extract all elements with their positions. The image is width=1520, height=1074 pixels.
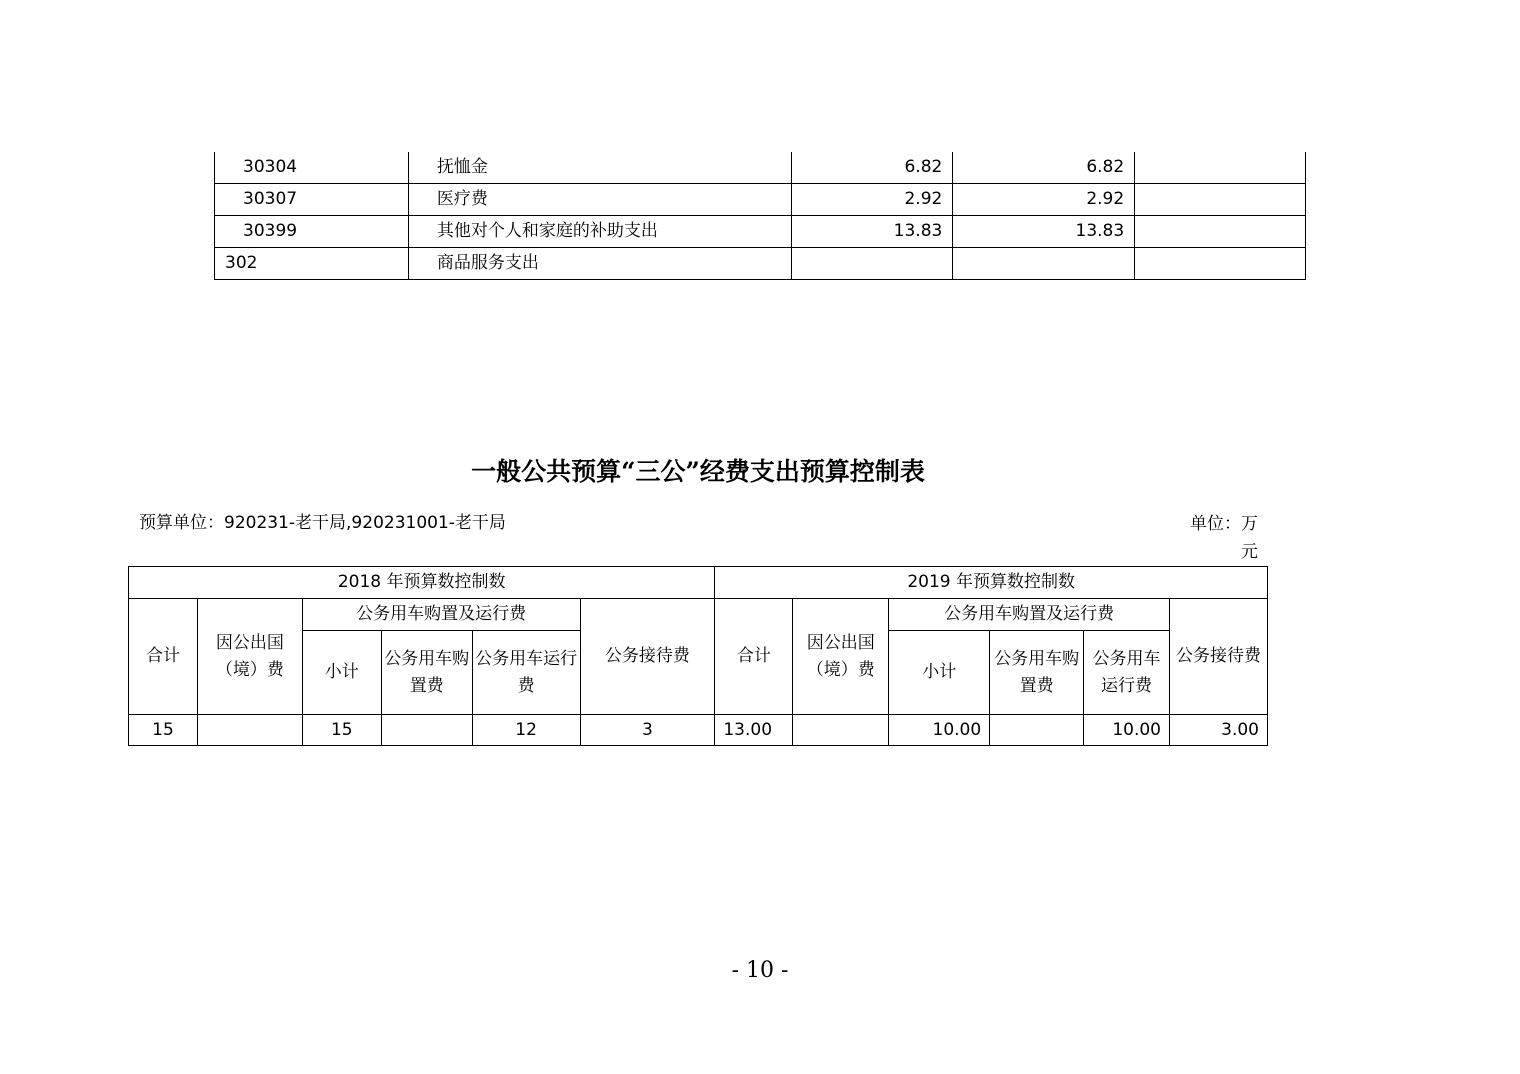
value-2018-subtotal: 15 <box>302 715 381 746</box>
year-2019-header: 2019 年预算数控制数 <box>715 567 1268 599</box>
value-2019-total: 13.00 <box>715 715 793 746</box>
car-purchase-header: 公务用车购置费 <box>990 631 1084 715</box>
car-purchase-header: 公务用车购置费 <box>381 631 472 715</box>
item-name: 抚恤金 <box>408 152 792 184</box>
year-2018-header: 2018 年预算数控制数 <box>129 567 715 599</box>
value-2018-purchase <box>381 715 472 746</box>
item-value: 2.92 <box>792 184 953 216</box>
item-value: 13.83 <box>792 216 953 248</box>
item-value <box>792 248 953 280</box>
item-value <box>1135 152 1306 184</box>
abroad-header: 因公出国（境）费 <box>197 599 302 715</box>
section-title: 一般公共预算“三公”经费支出预算控制表 <box>471 457 925 486</box>
item-code: 302 <box>215 248 409 280</box>
item-name: 其他对个人和家庭的补助支出 <box>408 216 792 248</box>
car-running-header: 公务用车运行费 <box>472 631 580 715</box>
table-row <box>215 184 1306 216</box>
item-name: 商品服务支出 <box>408 248 792 280</box>
value-2019-reception: 3.00 <box>1170 715 1268 746</box>
total-header: 合计 <box>129 599 198 715</box>
table-row <box>129 715 1268 746</box>
unit-label: 单位：万元 <box>1190 514 1258 562</box>
abroad-header: 因公出国（境）费 <box>793 599 889 715</box>
item-code: 30399 <box>215 216 409 248</box>
subtotal-header: 小计 <box>302 631 381 715</box>
item-value: 6.82 <box>953 152 1135 184</box>
table-row <box>215 216 1306 248</box>
item-value <box>953 248 1135 280</box>
item-value <box>1135 216 1306 248</box>
subtotal-header: 小计 <box>889 631 990 715</box>
expenditure-table-continued <box>214 152 1306 280</box>
value-2019-abroad <box>793 715 889 746</box>
table-row <box>215 248 1306 280</box>
value-2018-reception: 3 <box>580 715 715 746</box>
item-value: 2.92 <box>953 184 1135 216</box>
item-value <box>1135 248 1306 280</box>
value-2018-total: 15 <box>129 715 198 746</box>
value-2019-running: 10.00 <box>1084 715 1170 746</box>
reception-header: 公务接待费 <box>1170 599 1268 715</box>
item-value: 13.83 <box>953 216 1135 248</box>
page-number: - 10 - <box>731 958 789 983</box>
car-running-header: 公务用车运行费 <box>1084 631 1170 715</box>
table-row <box>215 152 1306 184</box>
item-name: 医疗费 <box>408 184 792 216</box>
reception-header: 公务接待费 <box>580 599 715 715</box>
value-2018-abroad <box>197 715 302 746</box>
budget-unit: 预算单位：920231-老干局,920231001-老干局 <box>139 513 506 533</box>
value-2018-running: 12 <box>472 715 580 746</box>
sangong-budget-table <box>128 566 1268 746</box>
item-code: 30304 <box>215 152 409 184</box>
car-header: 公务用车购置及运行费 <box>889 599 1170 631</box>
item-code: 30307 <box>215 184 409 216</box>
value-2019-subtotal: 10.00 <box>889 715 990 746</box>
item-value: 6.82 <box>792 152 953 184</box>
car-header: 公务用车购置及运行费 <box>302 599 580 631</box>
item-value <box>1135 184 1306 216</box>
value-2019-purchase <box>990 715 1084 746</box>
total-header: 合计 <box>715 599 793 715</box>
